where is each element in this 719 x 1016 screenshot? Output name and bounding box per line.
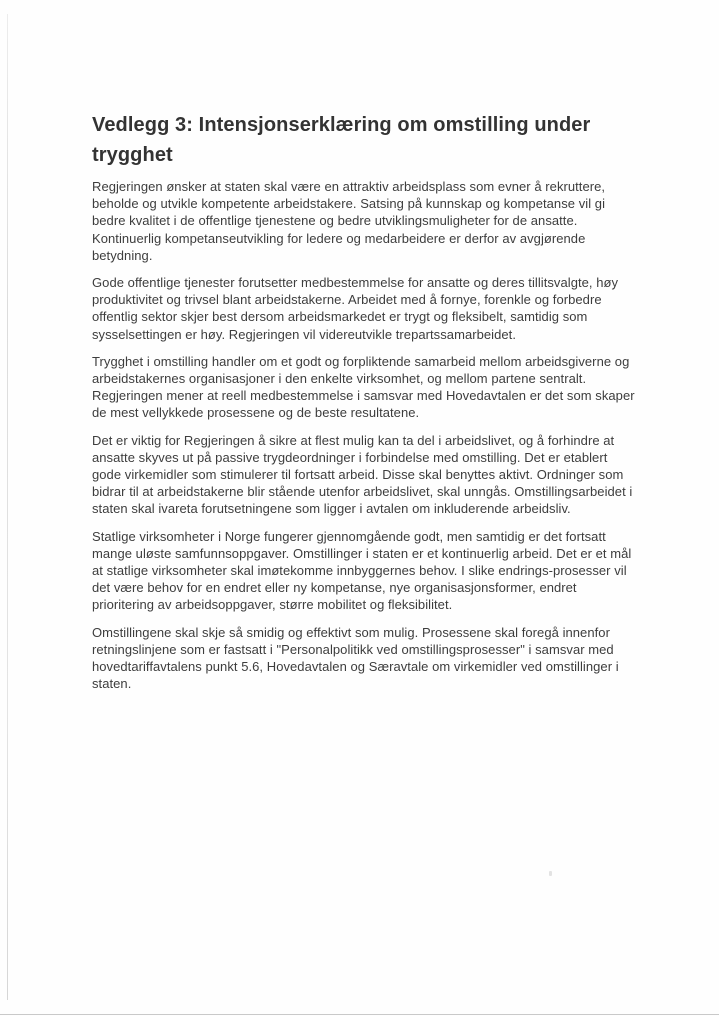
scan-smudge-artifact bbox=[549, 871, 552, 876]
paragraph-6: Omstillingene skal skje så smidig og effektivt som mulig. Prosessene skal foregå innenfor retningslinjene som er fastsatt i "Personalpolitikk ved omstillingsprosesser" i samsvar med hovedtariffavtalens punkt 5.6, Hovedavtalen og Særavtale om virkemidler ved omstillinger i staten. bbox=[92, 624, 619, 692]
scan-edge-left-artifact bbox=[7, 14, 8, 1000]
paragraph-5: Statlige virksomheter i Norge fungerer gjennomgående godt, men samtidig er det fortsatt mange uløste samfunnsoppgaver. Omstillinger i staten er et kontinuerlig arbeid. Det er et mål at statlige virksomheter skal imøtekomme innbyggernes behov. I slike endrings-prosesser vil det være behov for en endret eller ny kompetanse, nye organisasjonsformer, endret prioritering av arbeidsoppgaver, større mobilitet og fleksibilitet. bbox=[92, 528, 632, 613]
scan-edge-bottom-artifact bbox=[0, 1014, 719, 1015]
paragraph-4: Det er viktig for Regjeringen å sikre at flest mulig kan ta del i arbeidslivet, og å forhindre at ansatte skyves ut på passive trygdeordninger i forbindelse med omstilling. Det er etablert gode virkemidler som stimulerer til fortsatt arbeid. Disse skal benyttes aktivt. Ordninger som bidrar til at arbeidstakerne blir stående utenfor arbeidslivet, skal unngås. Omstillingsarbeidet i staten skal ivareta forutsetningene som ligger i avtalen om inkluderende arbeidsliv. bbox=[92, 432, 633, 517]
paragraph-2: Gode offentlige tjenester forutsetter medbestemmelse for ansatte og deres tillitsvalgte, høy produktivitet og trivsel blant arbeidstakerne. Arbeidet med å fornye, forenkle og forbedre offentlig sektor skjer best dersom arbeidsmarkedet er trygt og fleksibelt, samtidig som sysselsettingen er høy. Regjeringen vil videreutvikle trepartssamarbeidet. bbox=[92, 275, 619, 342]
paragraph-1: Regjeringen ønsker at staten skal være en attraktiv arbeidsplass som evner å rekruttere, beholde og utvikle kompetente arbeidstakere. Satsing på kunnskap og kompetanse vil gi bedre kvalitet i de offentlige tjenestene og bedre utviklingsmuligheter for de ansatte. Kontinuerlig kompetanseutvikling for ledere og medarbeidere er derfor av avgjørende betydning. bbox=[92, 179, 606, 263]
document-title: Vedlegg 3: Intensjonserklæring om omstilling under trygghet bbox=[92, 114, 591, 166]
document-content bbox=[92, 110, 640, 702]
paragraph-3: Trygghet i omstilling handler om et godt og forpliktende samarbeid mellom arbeidsgiverne og arbeidstakernes organisasjoner i den enkelte virksomhet, og mellom partene sentralt. Regjeringen mener at reell medbestemmelse i samsvar med Hovedavtalen er det som skaper de mest vellykkede prosessene og de beste resultatene. bbox=[92, 353, 635, 421]
